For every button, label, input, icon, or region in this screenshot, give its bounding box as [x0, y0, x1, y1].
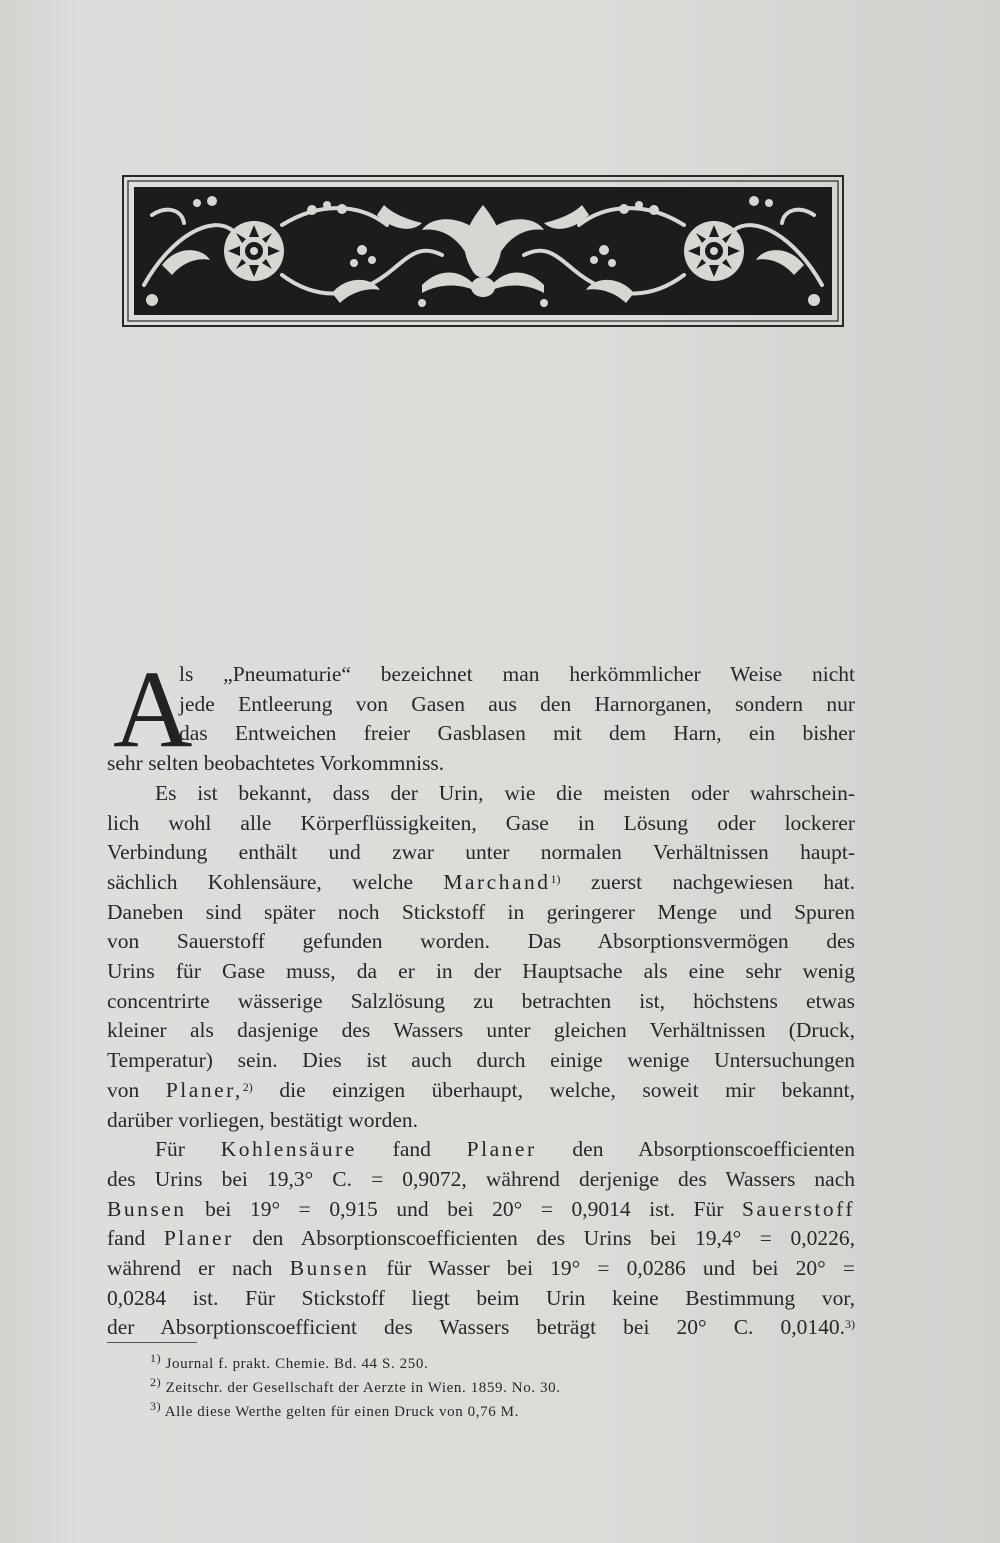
text-line: Es ist bekannt, dass der Urin, wie die meisten oder wahrschein- — [155, 780, 855, 805]
emphasis-term: Sauerstoff — [742, 1196, 856, 1221]
paragraph-1 — [107, 648, 855, 779]
footnote-item — [150, 1400, 770, 1424]
text-run: während er nach — [107, 1256, 273, 1281]
text-line — [107, 1313, 855, 1343]
footnote-separator — [107, 1342, 197, 1343]
text-run: die einzigen überhaupt, welche, soweit mir bekannt, — [279, 1077, 856, 1102]
text-run: fand — [392, 1137, 431, 1162]
author-name: Planer — [163, 1226, 234, 1251]
footnote-item — [150, 1376, 770, 1400]
text-line: Daneben sind später noch Stickstoff in geringerer Menge und Spuren — [107, 899, 855, 924]
text-run: fand — [107, 1226, 146, 1251]
text-line: darüber vorliegen, bestätigt worden. — [107, 1107, 419, 1132]
author-name: Bunsen — [289, 1256, 370, 1281]
footnote-ref: 2) — [242, 1079, 253, 1094]
text-line: sehr selten beobachtetes Vorkommniss. — [107, 751, 445, 776]
text-run: den Absorptionscoefficienten des Urins bei 19,4° = 0,0226, — [252, 1226, 856, 1251]
footnote-text: Alle diese Werthe gelten für einen Druck von 0,76 M. — [164, 1404, 519, 1420]
text-line: des Urins bei 19,3° C. = 0,9072, während derjenige des Wassers nach — [107, 1166, 855, 1191]
footnote-text: Zeitschr. der Gesellschaft der Aerzte in Wien. 1859. No. 30. — [165, 1380, 561, 1396]
text-line — [107, 1195, 855, 1225]
footnote-mark: 3) — [150, 1399, 162, 1413]
ornamental-headpiece — [122, 175, 844, 327]
text-run: sächlich Kohlensäure, welche — [107, 869, 413, 894]
text-line: jede Entleerung von Gasen aus den Harnorganen, sondern nur — [179, 691, 855, 716]
text-line: 0,0284 ist. Für Stickstoff liegt beim Urin keine Bestimmung vor, — [107, 1285, 855, 1310]
footnote-item — [150, 1352, 770, 1376]
author-name: Marchand — [443, 869, 551, 894]
footnote-ref: 3) — [845, 1317, 855, 1332]
text-line: Temperatur) sein. Dies ist auch durch einige wenige Untersuchungen — [107, 1048, 855, 1073]
text-run: der Absorptionscoefficient des Wassers beträgt bei 20° C. 0,0140. — [107, 1315, 845, 1340]
emphasis-term: Kohlensäure — [220, 1137, 357, 1162]
footnotes — [150, 1352, 770, 1424]
footnote-mark: 2) — [150, 1375, 162, 1389]
text-run: den Absorptionscoefficienten — [572, 1137, 856, 1162]
author-name: Planer, — [165, 1077, 243, 1102]
text-line: concentrirte wässerige Salzlösung zu betrachten ist, höchstens etwas — [107, 988, 855, 1013]
text-run: Für — [155, 1137, 185, 1162]
text-line: Verbindung enthält und zwar unter normalen Verhältnissen haupt- — [107, 840, 855, 865]
text-line: lich wohl alle Körperflüssigkeiten, Gase in Lösung oder lockerer — [107, 810, 855, 835]
footnote-ref: 1) — [550, 871, 561, 886]
footnote-mark: 1) — [150, 1351, 162, 1365]
text-run: für Wasser bei 19° = 0,0286 und bei 20° = — [386, 1256, 856, 1281]
text-line — [107, 1135, 855, 1165]
text-line: Urins für Gase muss, da er in der Hauptsache als eine sehr wenig — [107, 959, 855, 984]
text-line: von Sauerstoff gefunden worden. Das Absorptionsvermögen des — [107, 929, 855, 954]
drop-cap: A — [113, 648, 193, 770]
paragraph-2 — [107, 779, 855, 1135]
text-run: bei 19° = 0,915 und bei 20° = 0,9014 ist. Für — [205, 1196, 724, 1221]
author-name: Planer — [466, 1137, 537, 1162]
text-line: kleiner als dasjenige des Wassers unter gleichen Verhältnissen (Druck, — [107, 1018, 855, 1043]
author-name: Bunsen — [107, 1196, 187, 1221]
body-text — [107, 648, 856, 1343]
text-line — [107, 868, 855, 898]
text-line — [107, 1076, 855, 1106]
text-run: von — [107, 1077, 140, 1102]
text-run: zuerst nachgewiesen hat. — [590, 869, 856, 894]
text-line: ls „Pneumaturie“ bezeichnet man herkömmlicher Weise nicht — [179, 662, 855, 686]
footnote-text: Journal f. prakt. Chemie. Bd. 44 S. 250. — [165, 1356, 429, 1372]
text-line — [107, 1254, 855, 1284]
text-line — [107, 1224, 855, 1254]
paragraph-3 — [107, 1135, 855, 1343]
text-line: das Entweichen freier Gasblasen mit dem Harn, ein bisher — [179, 721, 855, 746]
